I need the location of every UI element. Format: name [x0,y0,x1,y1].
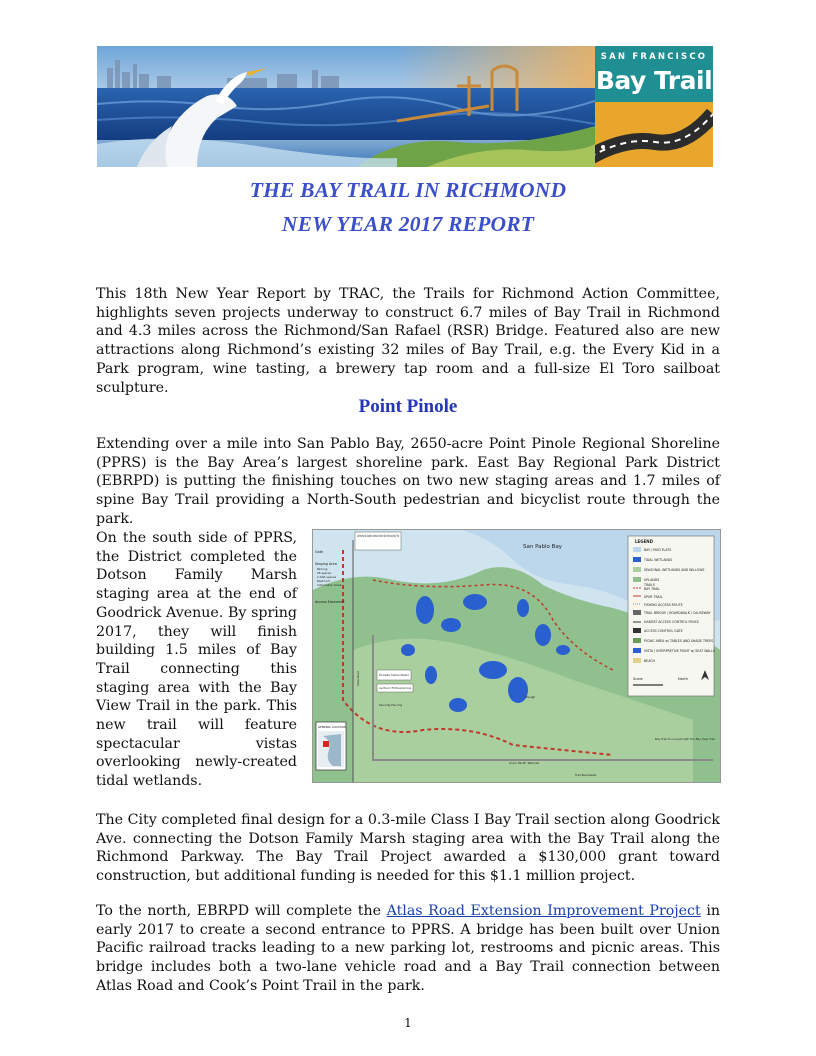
callout-gate: Gate [315,550,324,554]
bay-label: San Pablo Bay [523,544,563,550]
scale-label: Scale [633,677,643,681]
header-banner [97,46,713,167]
north-text-after: in early 2017 to create a second entrance to PPRS. A bridge has been built over Union Pacific railroad tracks leading to a new parking lot, restrooms and picnic areas. This bridge includes both a two-lane vehicle road and a Bay Trail connection between Atlas Road and Cook’s Point Trail in the park. [96,903,720,994]
bay-photo-collage [97,46,595,167]
logo-bay-trail: Bay Trail [595,66,713,95]
legend-item: PICNIC AREA w/ TABLES AND SHADE TREES [644,639,714,643]
callout-railroad: Union Pacific Railroad [509,761,540,765]
callout-staging-detail: Restroom [317,579,331,583]
legend-item: BAY / MUD FLATS [644,548,672,552]
legend-item: TRAIL BRIDGE / BOARDWALK / CAUSEWAY [644,611,711,615]
legend-item: TRAILS [644,583,655,587]
trail-road-icon [595,102,713,167]
callout-staging-detail: 2 ADA spaces [317,575,337,579]
legend-item: TIDAL WETLANDS [644,558,673,562]
legend-item: VISTA / INTERPRETIVE POINT w/ SEAT WALLS [644,649,715,653]
legend-item: HABITAT ACCESS CONTROL FENCE [644,620,699,624]
general-location-inset [316,722,346,770]
legend-title: LEGEND [635,539,653,544]
atlas-road-project-link[interactable]: Atlas Road Extension Improvement Project [386,903,701,919]
callout-staging-detail: 26 spaces [317,571,332,575]
north-label: North [678,677,689,681]
bay-trail-logo [595,46,713,167]
callout-access: Access Easement [315,600,345,604]
callout-staging: Staging Area [315,562,337,566]
legend-item: UPLANDS [644,578,660,582]
report-title-line2: NEW YEAR 2017 REPORT [281,212,535,236]
legend-item: BEACH [644,659,655,663]
callout-mound: Low Mound / Fill Placement Area [379,686,412,690]
page-number: 1 [404,1016,412,1030]
legend-item: BAY TRAIL [644,587,661,591]
city-design-paragraph: The City completed final design for a 0.3-mile Class I Bay Trail section along Goodrick Ave. connecting the Dotson Family Marsh staging area with the Bay Trail along the Richmond Parkway. The Bay Trail Project awarded a $130,000 grant toward construction, but additional funding is needed for this $1.1 million project. [96,812,720,885]
logo-san-francisco: SAN FRANCISCO [600,52,708,62]
callout-slough: Slough [525,695,536,699]
south-side-paragraph: On the south side of PPRS, the District completed the Dotson Family Marsh staging area at the end of Goodrick Avenue. By spring 2017, they will finish building 1.5 miles of Bay Trail connecting this staging area with the Bay View Trail in the park. This new trail will feature spectacular vistas overlooking newly-created tidal wetlands. [96,530,297,790]
callout-staging-detail: Information Kiosk [317,583,342,587]
callout-connection: Connection to Goodrick Avenue and the San Francisco Bay Trail [357,534,400,538]
section-heading: Point Pinole [358,396,458,417]
callout-staging-detail: Parking [317,567,328,571]
callout-connect-trail: Bay Trail to connect with the Bay View Trail [655,737,716,741]
intro-paragraph: This 18th New Year Report by TRAC, the Trails for Richmond Action Committee, highlights seven projects underway to construct 6.7 miles of Bay Trail in Richmond and 4.3 miles across the Richmond/San Rafael (RSR) Bridge. Featured also are new attractions along Richmond’s existing 32 miles of Bay Trail, e.g. the Every Kid in a Park program, wine tasting, a brewery tap room and a full-size El Toro sailboat sculpture. [96,286,720,396]
report-title-line1: THE BAY TRAIL IN RICHMOND [249,178,567,202]
legend-item: SEASONAL WETLANDS AND WILLOWS [644,568,705,572]
callout-fencing: Security Fencing [379,703,403,707]
callout-road: Atlas Road [356,671,360,686]
callout-boardwalk: Trail Boardwalk [575,773,597,777]
legend-item: SPUR TRAIL [644,595,663,599]
legend-item: ACCESS CONTROL GATE [644,629,683,633]
north-text-before: To the north, EBRPD will complete the [96,903,387,919]
callout-general-location: GENERAL LOCATION [318,725,347,729]
point-pinole-map [312,529,721,783]
point-pinole-paragraph: Extending over a mile into San Pablo Bay, 2650-acre Point Pinole Regional Shoreline (PPRS) is the Bay Area’s largest shoreline park. East Bay Regional Park District (EBRPD) is putting the finishing touches on two new staging areas and 1.7 miles of spine Bay Trail providing a North-South pedestrian and bicyclist route through the park. [96,436,720,527]
callout-stormwater: Stormwater Treatment Wetland [379,673,410,677]
north-entrance-paragraph [96,902,720,996]
map-graphic [313,530,720,782]
legend-item: FISHING ACCESS ROUTE [644,603,683,607]
